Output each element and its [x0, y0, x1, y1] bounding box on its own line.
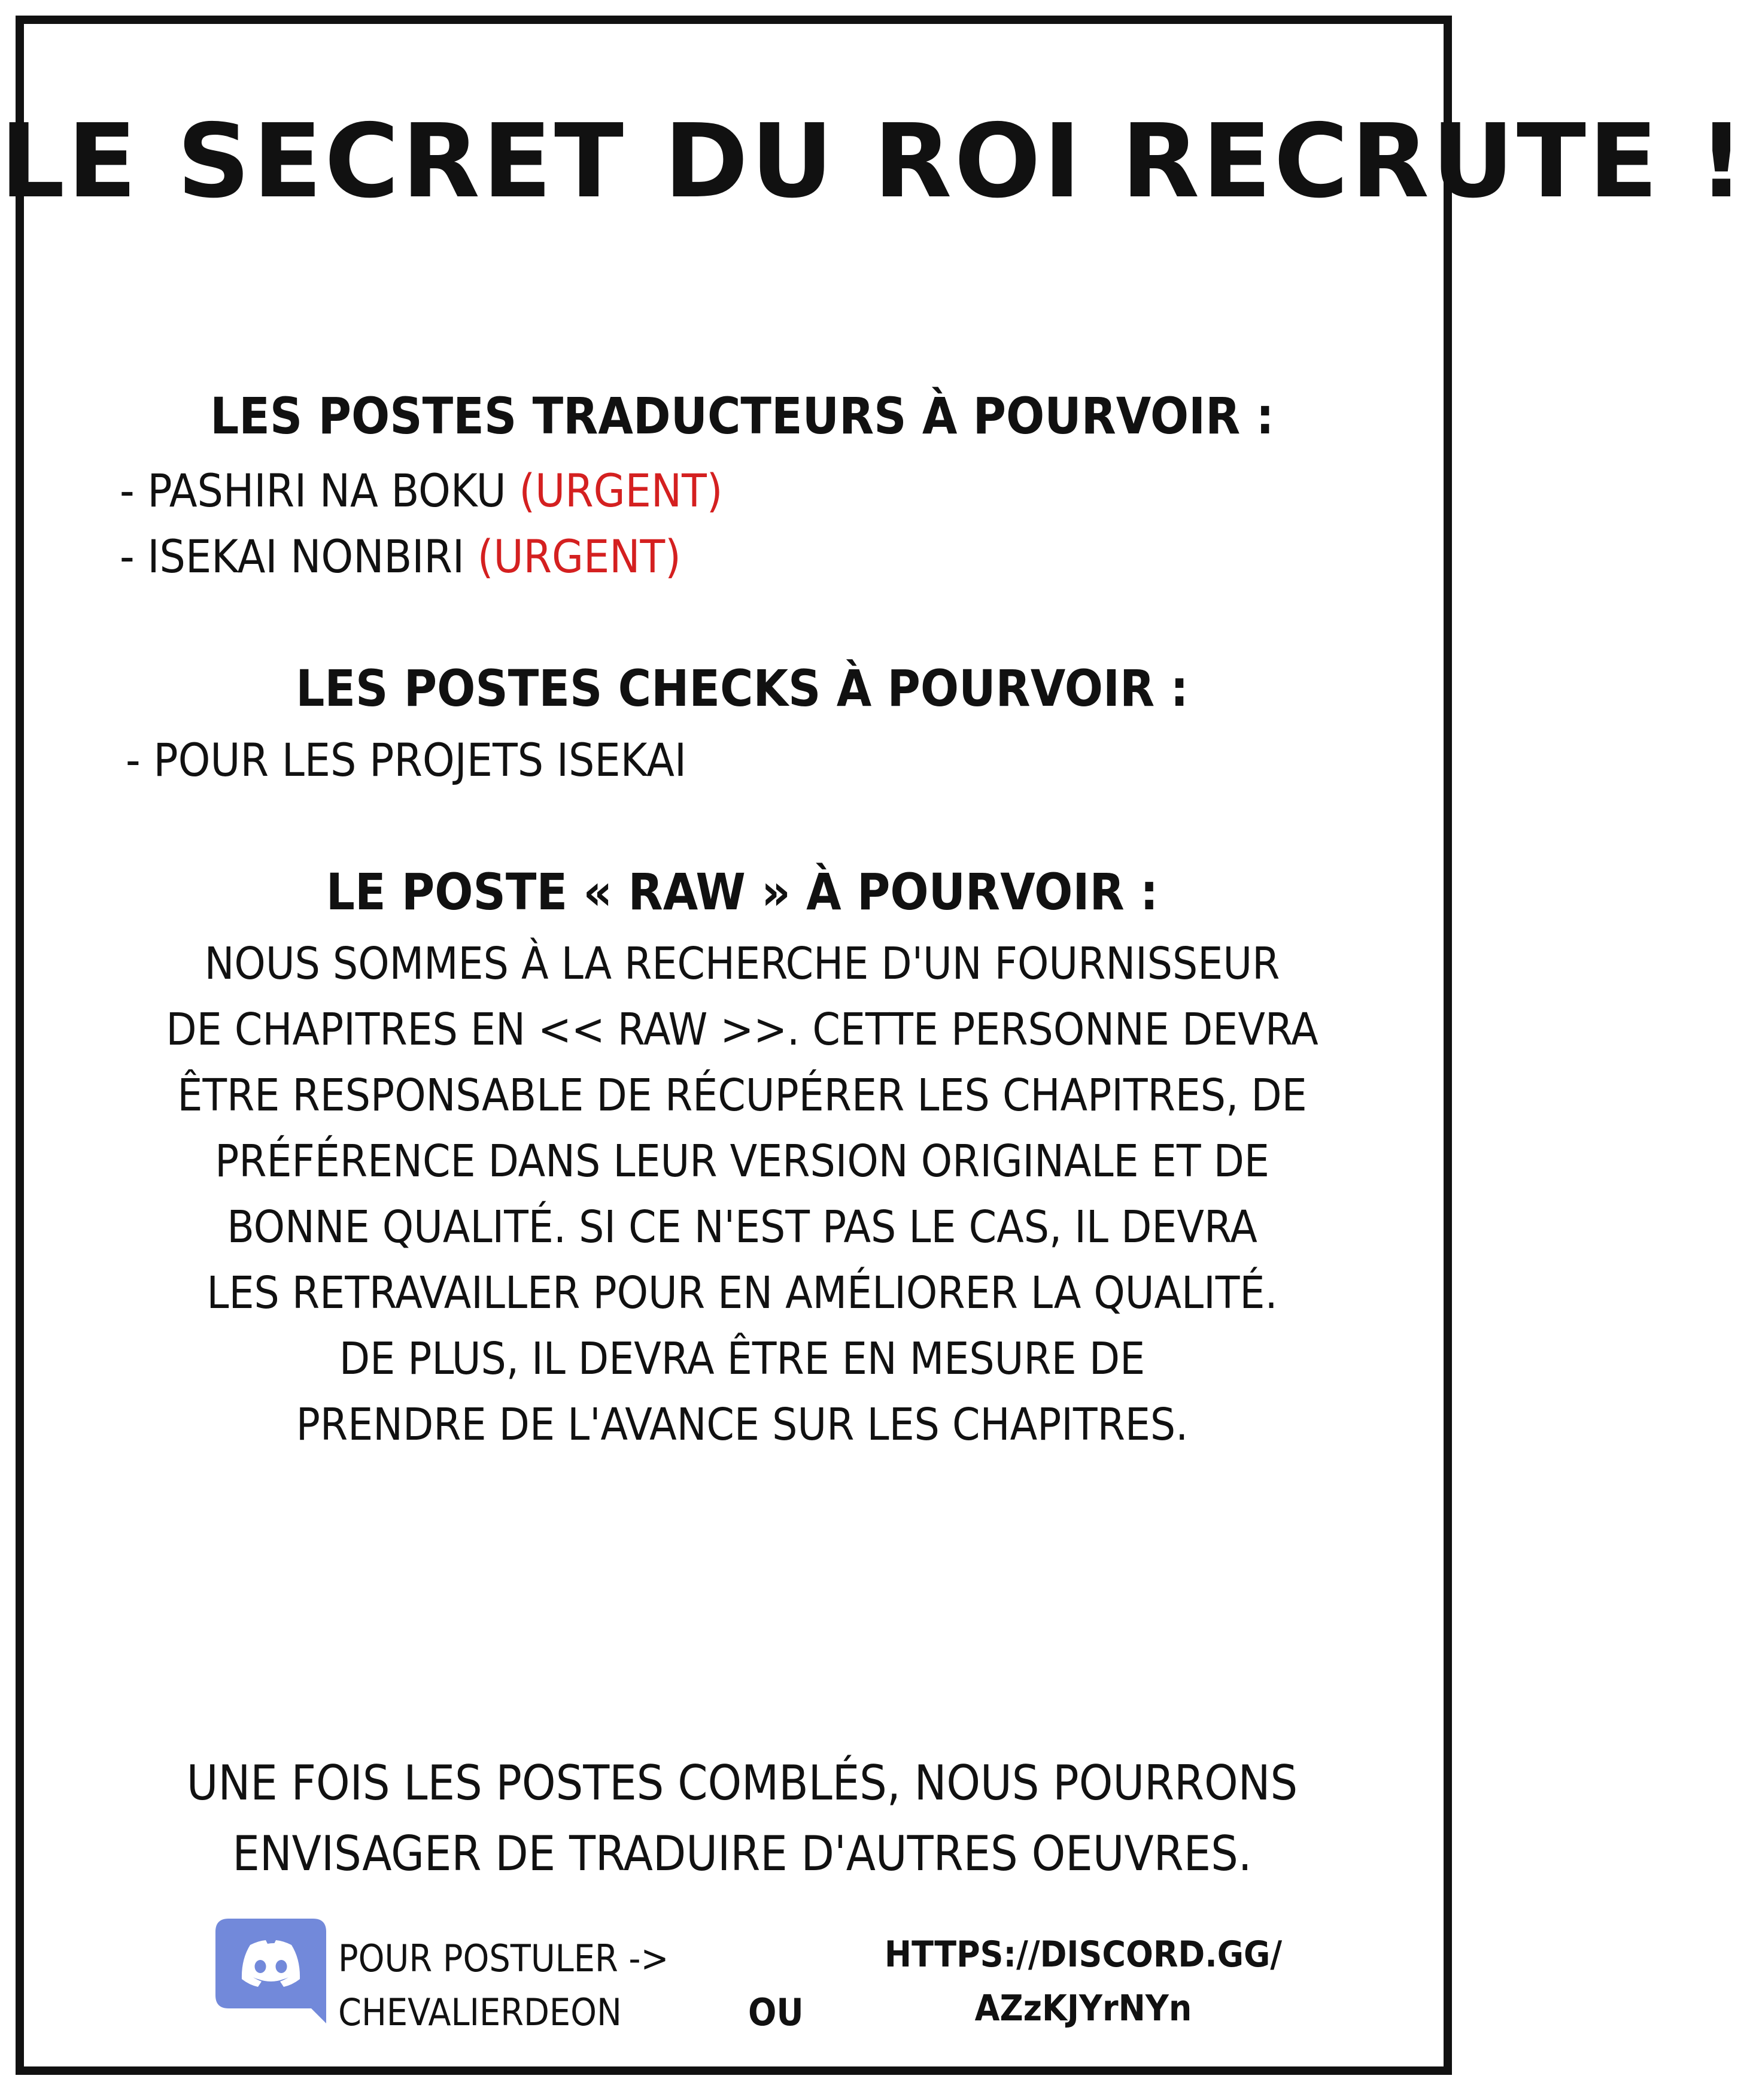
or-separator: OU	[748, 1990, 804, 2034]
link-line-1[interactable]: HTTPS://DISCORD.GG/	[884, 1934, 1283, 1975]
discord-logo-icon	[215, 1919, 326, 2023]
link-line-2[interactable]: AZzKJYrNYn	[974, 1987, 1192, 2029]
translator-item-1-label: - PASHIRI NA BOKU	[120, 464, 506, 517]
raw-line: PRENDRE DE L'AVANCE SUR LES CHAPITRES.	[296, 1399, 1189, 1450]
translator-item-1	[120, 461, 722, 521]
raw-heading: LE POSTE « RAW » À POURVOIR :	[326, 863, 1159, 921]
discord-invite-link[interactable]	[874, 1928, 1293, 2035]
raw-line: DE CHAPITRES EN << RAW >>. CETTE PERSONNE DEVRA	[166, 1004, 1318, 1055]
page-title: LE SECRET DU ROI RECRUTE !	[0, 102, 1747, 221]
translators-heading: LES POSTES TRADUCTEURS À POURVOIR :	[210, 387, 1274, 445]
closing-message	[0, 1748, 1484, 1889]
raw-line: DE PLUS, IL DEVRA ÊTRE EN MESURE DE	[339, 1333, 1146, 1385]
translator-item-2-label: - ISEKAI NONBIRI	[120, 530, 465, 583]
checks-item-1: - POUR LES PROJETS ISEKAI	[126, 733, 687, 787]
raw-line: LES RETRAVAILLER POUR EN AMÉLIORER LA QUALITÉ.	[206, 1267, 1278, 1319]
contact-name: CHEVALIERDEON	[338, 1990, 622, 2034]
apply-label: POUR POSTULER ->	[338, 1937, 669, 1980]
urgent-badge: (URGENT)	[519, 464, 723, 517]
urgent-badge: (URGENT)	[477, 530, 681, 583]
raw-description	[0, 931, 1484, 1458]
translator-item-2	[120, 527, 681, 587]
raw-line: BONNE QUALITÉ. SI CE N'EST PAS LE CAS, IL DEVRA	[227, 1201, 1257, 1253]
raw-line: ÊTRE RESPONSABLE DE RÉCUPÉRER LES CHAPITRES, DE	[177, 1070, 1307, 1121]
closing-line: UNE FOIS LES POSTES COMBLÉS, NOUS POURRONS	[186, 1755, 1298, 1811]
raw-line: NOUS SOMMES À LA RECHERCHE D'UN FOURNISSEUR	[204, 938, 1280, 990]
closing-line: ENVISAGER DE TRADUIRE D'AUTRES OEUVRES.	[232, 1826, 1252, 1881]
raw-line: PRÉFÉRENCE DANS LEUR VERSION ORIGINALE ET DE	[215, 1136, 1269, 1187]
checks-heading: LES POSTES CHECKS À POURVOIR :	[296, 659, 1189, 718]
